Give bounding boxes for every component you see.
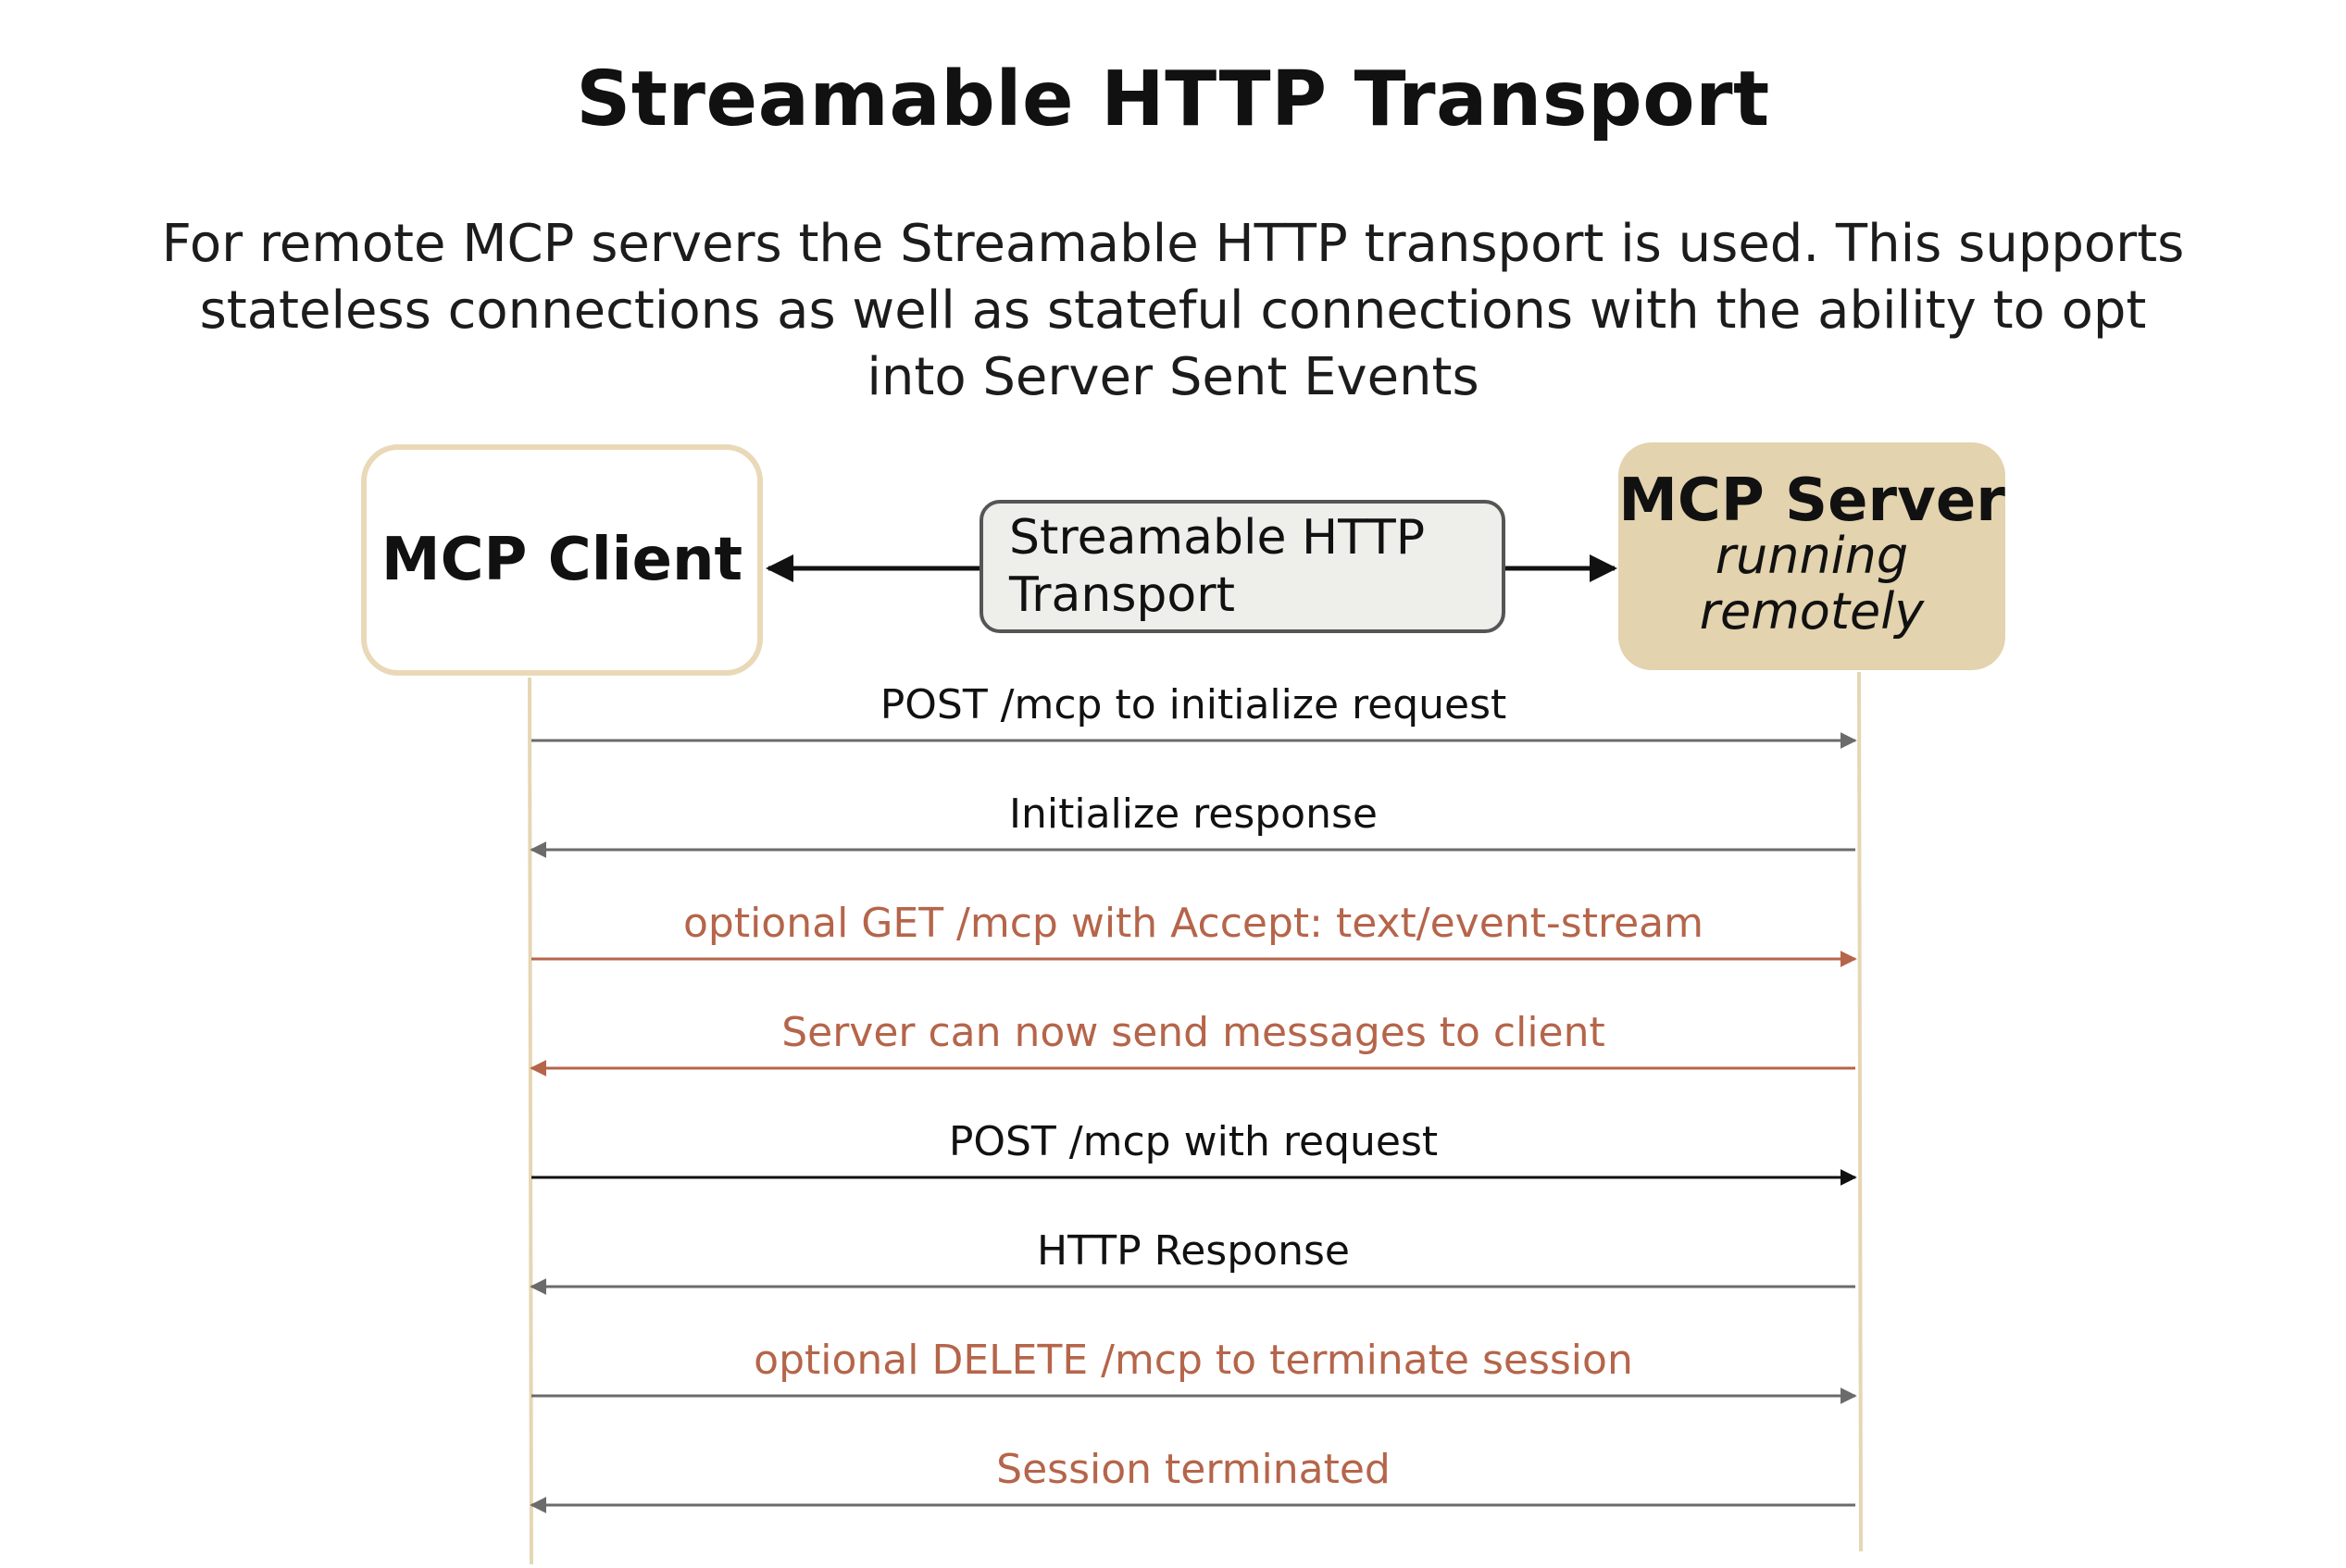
page-subtitle: For remote MCP servers the Streamable HTTP transport is used. This supports stateless connections as well as stateful connections with the ability to opt into Server Sent Events bbox=[161, 214, 2185, 407]
server-lifeline bbox=[1859, 672, 1861, 1551]
message-label-2: Initialize response bbox=[1009, 790, 1378, 838]
mcp-server-box bbox=[1618, 442, 2005, 670]
message-label-4: Server can now send messages to client bbox=[781, 1009, 1605, 1056]
transport-label-line1: Streamable HTTP bbox=[1009, 510, 1426, 566]
message-label-8: Session terminated bbox=[996, 1446, 1391, 1493]
page-title: Streamable HTTP Transport bbox=[576, 56, 1770, 143]
message-label-1: POST /mcp to initialize request bbox=[880, 681, 1507, 728]
mcp-server-sub-line1: running bbox=[1715, 527, 1909, 585]
message-label-7: optional DELETE /mcp to terminate session bbox=[754, 1337, 1633, 1384]
mcp-client-box bbox=[361, 444, 763, 676]
mcp-server-label: MCP Server bbox=[1618, 467, 2005, 535]
client-lifeline bbox=[530, 678, 531, 1564]
mcp-client-label: MCP Client bbox=[381, 526, 743, 594]
message-label-5: POST /mcp with request bbox=[948, 1118, 1439, 1165]
message-label-6: HTTP Response bbox=[1037, 1227, 1350, 1275]
mcp-server-sub-line2: remotely bbox=[1699, 582, 1925, 641]
messages-layer bbox=[531, 681, 1855, 1505]
transport-box bbox=[980, 500, 1505, 633]
message-label-3: optional GET /mcp with Accept: text/event-stream bbox=[682, 900, 1704, 947]
transport-label-line2: Transport bbox=[1009, 567, 1236, 623]
